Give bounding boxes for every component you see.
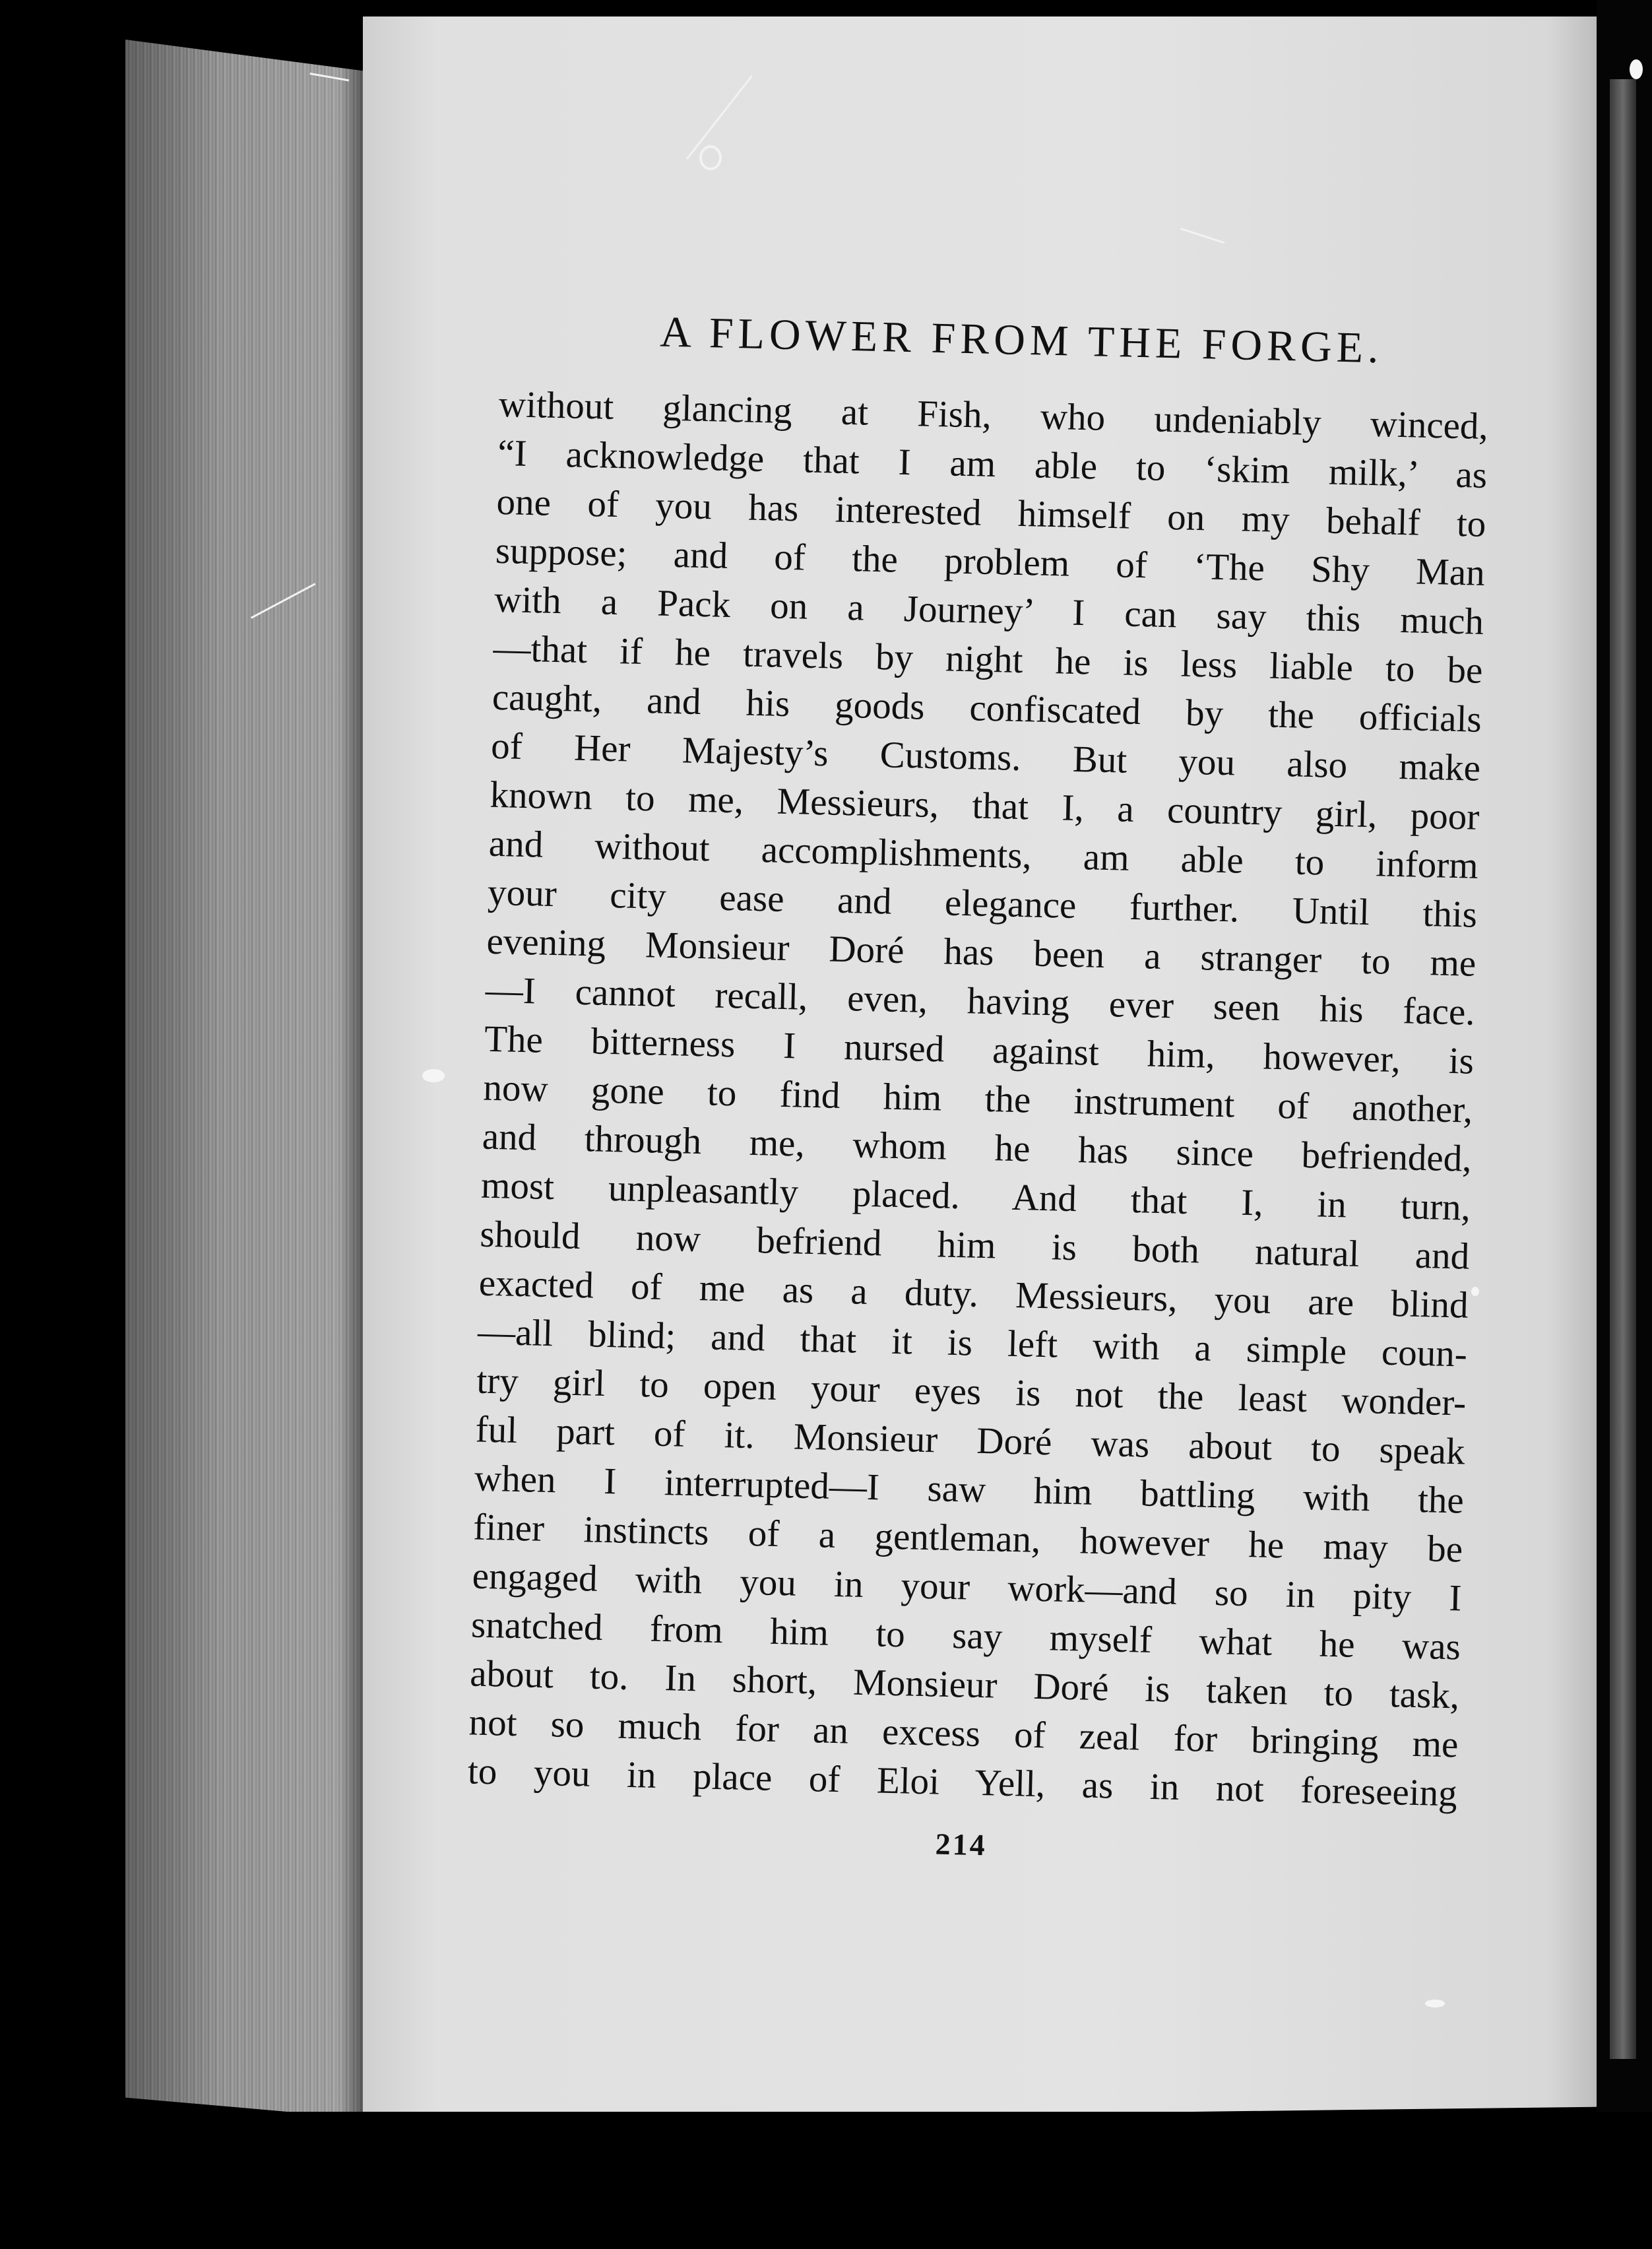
- scan-margin-bottom: [0, 2112, 1652, 2249]
- text-line: one of you has interested himself on my behalf to: [496, 480, 1487, 545]
- scan-speck: [1630, 59, 1643, 79]
- text-line: ful part of it. Monsieur Doré was about to speak: [475, 1408, 1466, 1473]
- text-line: —that if he travels by night he is less liable to be: [492, 627, 1484, 692]
- text-line: try girl to open your eyes is not the least wonder-: [476, 1359, 1467, 1424]
- text-line: suppose; and of the problem of ‘The Shy Man: [495, 529, 1486, 594]
- running-head: A FLOWER FROM THE FORGE.: [659, 308, 1384, 373]
- text-line: evening Monsieur Doré has been a stranger to me: [486, 920, 1477, 985]
- body-text: [467, 380, 1488, 1818]
- page-number: 214: [935, 1827, 988, 1862]
- page-edges-shading: [125, 40, 363, 2118]
- text-line: and without accomplishments, am able to inform: [488, 822, 1479, 887]
- page-text-block: [466, 290, 1490, 1873]
- scan-margin-left: [0, 0, 125, 2249]
- text-line: most unpleasantly placed. And that I, in turn,: [480, 1164, 1471, 1229]
- next-page-edge: [1610, 79, 1636, 2059]
- text-line: exacted of me as a duty. Messieurs, you are blind: [478, 1262, 1469, 1326]
- text-line: The bitterness I nursed against him, however, is: [484, 1018, 1475, 1082]
- text-line: caught, and his goods confiscated by the officials: [492, 676, 1482, 740]
- text-line: when I interrupted—I saw him battling with the: [474, 1457, 1465, 1522]
- text-line: to you in place of Eloi Yell, as in not foreseeing: [467, 1750, 1458, 1815]
- text-line: should now befriend him is both natural and: [479, 1213, 1470, 1278]
- text-line: and through me, whom he has since befriended,: [482, 1115, 1473, 1180]
- text-line: “I acknowledge that I am able to ‘skim milk,’ as: [497, 432, 1488, 496]
- scan-speck: [1425, 2000, 1445, 2007]
- text-line: —all blind; and that it is left with a simple coun-: [477, 1311, 1468, 1375]
- text-line: about to. In short, Monsieur Doré is taken to task,: [469, 1652, 1460, 1717]
- text-line: —I cannot recall, even, having ever seen his face.: [485, 969, 1476, 1033]
- text-line: of Her Majesty’s Customs. But you also make: [490, 725, 1481, 789]
- text-line: finer instincts of a gentleman, however he may be: [472, 1506, 1463, 1571]
- scan-speck: [1471, 1287, 1479, 1296]
- text-line: not so much for an excess of zeal for bringing me: [468, 1701, 1459, 1766]
- scan-speck: [422, 1069, 445, 1082]
- text-line: known to me, Messieurs, that I, a country girl, poor: [489, 773, 1480, 838]
- text-line: with a Pack on a Journey’ I can say this much: [493, 578, 1484, 643]
- scan-speck: [699, 145, 722, 170]
- text-line: your city ease and elegance further. Until this: [487, 871, 1478, 936]
- text-line: without glancing at Fish, who undeniably winced,: [498, 383, 1489, 447]
- text-line: snatched from him to say myself what he was: [470, 1604, 1461, 1668]
- text-line: engaged with you in your work—and so in pity I: [472, 1555, 1463, 1619]
- text-line: now gone to find him the instrument of another,: [482, 1066, 1473, 1131]
